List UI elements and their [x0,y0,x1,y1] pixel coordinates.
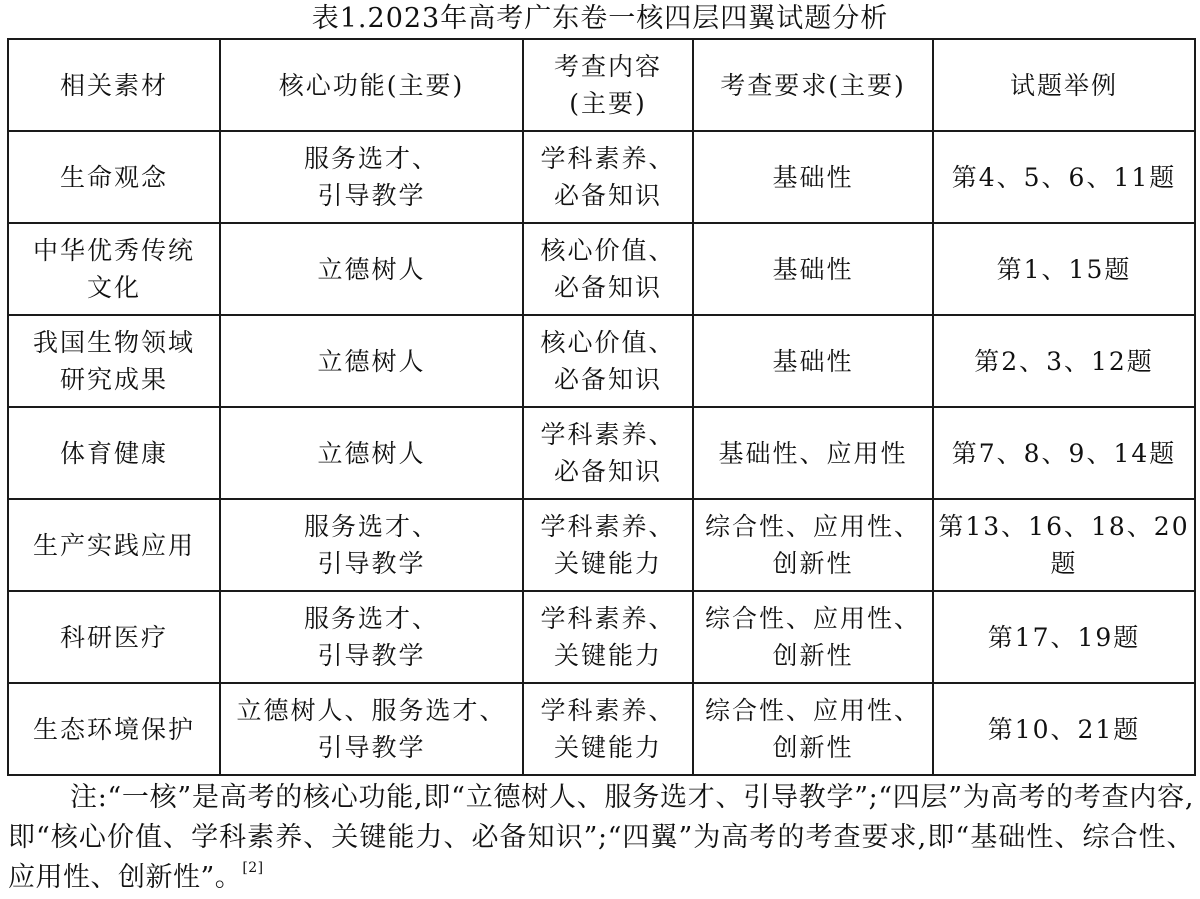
cell-core-function: 立德树人 [220,315,523,407]
cell-exam-content: 学科素养、 必备知识 [523,407,693,499]
table-note [8,778,1194,898]
header-exam-requirement: 考查要求(主要) [693,39,933,131]
cell-question-examples: 第17、19题 [933,591,1195,683]
cell-question-examples: 第4、5、6、11题 [933,131,1195,223]
header-exam-content: 考查内容 (主要) [523,39,693,131]
cell-exam-requirement: 基础性 [693,315,933,407]
table-header-row [8,39,1195,131]
table-row [8,315,1195,407]
table-row [8,683,1195,775]
cell-exam-content: 核心价值、 必备知识 [523,223,693,315]
cell-core-function: 立德树人 [220,407,523,499]
cell-core-function: 立德树人、服务选才、 引导教学 [220,683,523,775]
cell-material: 生命观念 [8,131,220,223]
cell-question-examples: 第7、8、9、14题 [933,407,1195,499]
cell-material: 我国生物领域 研究成果 [8,315,220,407]
cell-exam-content: 学科素养、 关键能力 [523,683,693,775]
cell-exam-content: 学科素养、 关键能力 [523,499,693,591]
cell-question-examples: 第1、15题 [933,223,1195,315]
table-row [8,131,1195,223]
cell-exam-content: 学科素养、 必备知识 [523,131,693,223]
cell-exam-requirement: 基础性、应用性 [693,407,933,499]
cell-material: 科研医疗 [8,591,220,683]
header-material: 相关素材 [8,39,220,131]
cell-exam-requirement: 综合性、应用性、 创新性 [693,683,933,775]
cell-material: 体育健康 [8,407,220,499]
cell-material: 中华优秀传统 文化 [8,223,220,315]
cell-core-function: 服务选才、 引导教学 [220,131,523,223]
cell-exam-content: 核心价值、 必备知识 [523,315,693,407]
cell-core-function: 服务选才、 引导教学 [220,591,523,683]
cell-question-examples: 第10、21题 [933,683,1195,775]
cell-exam-content: 学科素养、 关键能力 [523,591,693,683]
cell-exam-requirement: 基础性 [693,131,933,223]
table-row [8,407,1195,499]
cell-core-function: 立德树人 [220,223,523,315]
cell-question-examples: 第2、3、12题 [933,315,1195,407]
analysis-table [7,38,1196,776]
header-core-function: 核心功能(主要) [220,39,523,131]
cell-exam-requirement: 综合性、应用性、 创新性 [693,499,933,591]
citation-ref: [2] [242,860,264,876]
table-row [8,223,1195,315]
cell-material: 生态环境保护 [8,683,220,775]
cell-exam-requirement: 基础性 [693,223,933,315]
table-caption: 表1.2023年高考广东卷一核四层四翼试题分析 [311,3,889,34]
cell-material: 生产实践应用 [8,499,220,591]
note-text: 注:“一核”是高考的核心功能,即“立德树人、服务选才、引导教学”;“四层”为高考的考查内容,即“核心价值、学科素养、关键能力、必备知识”;“四翼”为高考的考查要求,即“基础性、综合性、应用性、创新性”。 [8,782,1194,893]
cell-exam-requirement: 综合性、应用性、 创新性 [693,591,933,683]
header-question-examples: 试题举例 [933,39,1195,131]
cell-question-examples: 第13、16、18、20题 [933,499,1195,591]
table-row [8,591,1195,683]
table-row [8,499,1195,591]
cell-core-function: 服务选才、 引导教学 [220,499,523,591]
